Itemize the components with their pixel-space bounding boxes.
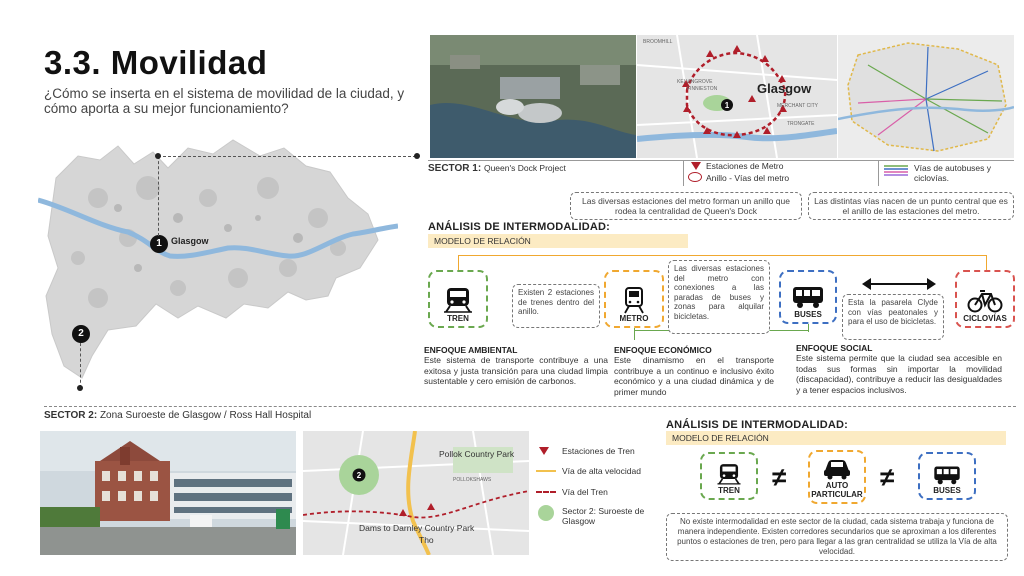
city-map	[38, 128, 398, 398]
note-tren: Existen 2 estaciones de trenes dentro del anillo.	[512, 284, 600, 328]
sector2-station-icon	[538, 446, 550, 456]
connector-bus-down	[808, 324, 809, 332]
sector2-model-label: MODELO DE RELACIÓN	[666, 431, 1006, 445]
mode-ciclovias-label: CICLOVÍAS	[963, 314, 1007, 323]
legend-bus-lanes: Vías de autobuses y ciclovías.	[914, 163, 992, 183]
mode-tren-label: TREN	[447, 314, 469, 323]
sector1-divider-2	[878, 160, 879, 186]
leader-dot-1a	[155, 153, 161, 159]
place-broomhill: BROOMHILL	[643, 39, 673, 45]
place-trongate: TRONGATE	[787, 121, 815, 127]
place-finnieston: FINNIESTON	[687, 86, 718, 92]
focus-social-text: Este sistema permite que la ciudad sea accesible en todas sus formas sin importar la movilidad (discapacidad), contribuye a reducir las desigualdades y a tener espacios inclusivos.	[796, 353, 1002, 395]
sector2-bus-icon	[932, 464, 962, 486]
neq-symbol-1: ≠	[772, 462, 787, 492]
leader-line-2v	[80, 343, 81, 388]
ross-hall-hospital-photo	[40, 431, 296, 555]
mode-buses	[779, 270, 837, 324]
sector1-divider-1	[683, 160, 684, 186]
focus-economico-title: ENFOQUE ECONÓMICO	[614, 345, 712, 355]
place-tho: Tho	[419, 535, 434, 545]
focus-social	[796, 343, 1002, 395]
mode-buses-label: BUSES	[794, 310, 822, 319]
section-divider	[44, 406, 1016, 407]
legend-metro-stations: Estaciones de Metro	[706, 161, 784, 171]
sector2-label: SECTOR 2: Zona Suroeste de Glasgow / Ross Hall Hospital	[44, 410, 312, 421]
sector1-analysis-title: ANÁLISIS DE INTERMODALIDAD:	[428, 221, 611, 233]
station-triangle-icon	[690, 161, 702, 171]
sector2-train-icon	[715, 462, 743, 486]
connector-top	[458, 255, 986, 256]
mode-ciclovias	[955, 270, 1015, 328]
focus-economico	[614, 345, 774, 397]
focus-ambiental-title: ENFOQUE AMBIENTAL	[424, 345, 518, 355]
sector1-map-marker: 1	[724, 101, 730, 110]
focus-ambiental-text: Este sistema de transporte contribuye a una exitosa y justa transición para una ciudad limpia sustentable y cero emisión de carbonos.	[424, 355, 608, 386]
leader-line-1h	[158, 156, 416, 157]
note-metro: Las diversas estaciones del metro con conexiones a las paradas de buses y zonas para alquilar bicicletas.	[668, 260, 770, 334]
marker-1-label: Glasgow	[171, 236, 209, 246]
place-kelvingrove: KELVINGROVE	[677, 79, 713, 85]
note-metro-ring: Las diversas estaciones del metro forman un anillo que rodea la centralidad de Queen's Dock	[570, 192, 802, 220]
page-title: 3.3. Movilidad	[44, 44, 268, 81]
leader-line-1v	[158, 156, 159, 236]
double-arrow-icon	[862, 276, 936, 292]
ring-icon	[688, 172, 702, 182]
sector1-label: SECTOR 1: Queen's Dock Project	[428, 163, 566, 174]
place-merchant-city: MERCHANT CITY	[777, 103, 819, 109]
page-subtitle: ¿Cómo se inserta en el sistema de movilidad de la ciudad, y cómo aporta a su mejor funcionamiento?	[44, 86, 405, 116]
sector2-map-marker: 2	[356, 471, 362, 480]
highway-legend-icon	[536, 470, 556, 472]
marker-2: 2	[72, 325, 90, 343]
legend-train-line: Vía del Tren	[562, 487, 608, 497]
focus-economico-text: Este dinamismo en el transporte contribuye a un continuo e inclusivo éxito económico y a una ciudad dinámica y de primer mundo	[614, 355, 774, 397]
leader-dot-2	[77, 385, 83, 391]
leader-dot-1b	[414, 153, 420, 159]
sector2-map	[303, 431, 529, 555]
train-line-legend-icon	[536, 491, 556, 493]
note-buses: Esta la pasarela Clyde con vías peatonales y para el uso de bicicletas.	[842, 294, 944, 340]
legend-train-stations: Estaciones de Tren	[562, 446, 635, 456]
sector2-mode-buses	[918, 452, 976, 500]
focus-ambiental	[424, 345, 608, 387]
train-icon	[441, 286, 475, 314]
sector1-map-label: Glasgow	[757, 81, 812, 96]
metro-icon	[619, 286, 649, 314]
legend-sector2: Sector 2: Suroeste de Glasgow	[562, 506, 645, 526]
metro-ring-map	[637, 35, 837, 158]
mode-tren	[428, 270, 488, 328]
sector2-mode-buses-label: BUSES	[933, 486, 961, 495]
bus-lane-legend-icon	[884, 164, 908, 178]
focus-social-title: ENFOQUE SOCIAL	[796, 343, 873, 353]
bus-cycle-network-map	[838, 35, 1014, 158]
marker-1: 1	[150, 235, 168, 253]
connector-cicl-up	[986, 255, 987, 271]
place-dams-to-darnley: Dams to Darnley Country Park	[359, 523, 475, 533]
car-icon	[822, 457, 852, 481]
connector-tren-up	[458, 255, 459, 271]
mode-metro	[604, 270, 664, 328]
sector2-mode-auto	[808, 450, 866, 504]
sector2-mode-auto-label: AUTO PARTICULAR	[811, 481, 863, 499]
sector2-note: No existe intermodalidad en este sector de la ciudad, cada sistema trabaja y funciona de manera independiente. Existen corredores secundarios que se aproximan a los diferentes puntos o estaciones de tren, pero para llegar a las gran centralidad se utiliza la Vía de alta velocidad.	[666, 513, 1008, 561]
bicycle-icon	[967, 288, 1003, 314]
sector2-mode-tren-label: TREN	[718, 486, 740, 495]
note-bus-lanes: Las distintas vías nacen de un punto central que es el anillo de las estaciones del metro.	[808, 192, 1014, 220]
place-pollok-country-park: Pollok Country Park	[439, 449, 515, 459]
legend-metro-ring: Anillo - Vías del metro	[706, 173, 790, 183]
sector2-analysis-title: ANÁLISIS DE INTERMODALIDAD:	[666, 419, 849, 431]
sector2-mode-tren	[700, 452, 758, 500]
sector-area-legend-icon	[538, 505, 554, 521]
connector-metro-down	[634, 328, 635, 340]
aerial-photo-queens-dock	[430, 35, 636, 158]
legend-highway: Vía de alta velocidad	[562, 466, 641, 476]
bus-icon	[791, 284, 825, 310]
sector1-model-label: MODELO DE RELACIÓN	[428, 234, 688, 248]
place-pollokshaws: POLLOKSHAWS	[453, 477, 492, 483]
mode-metro-label: METRO	[619, 314, 649, 323]
neq-symbol-2: ≠	[880, 462, 895, 492]
